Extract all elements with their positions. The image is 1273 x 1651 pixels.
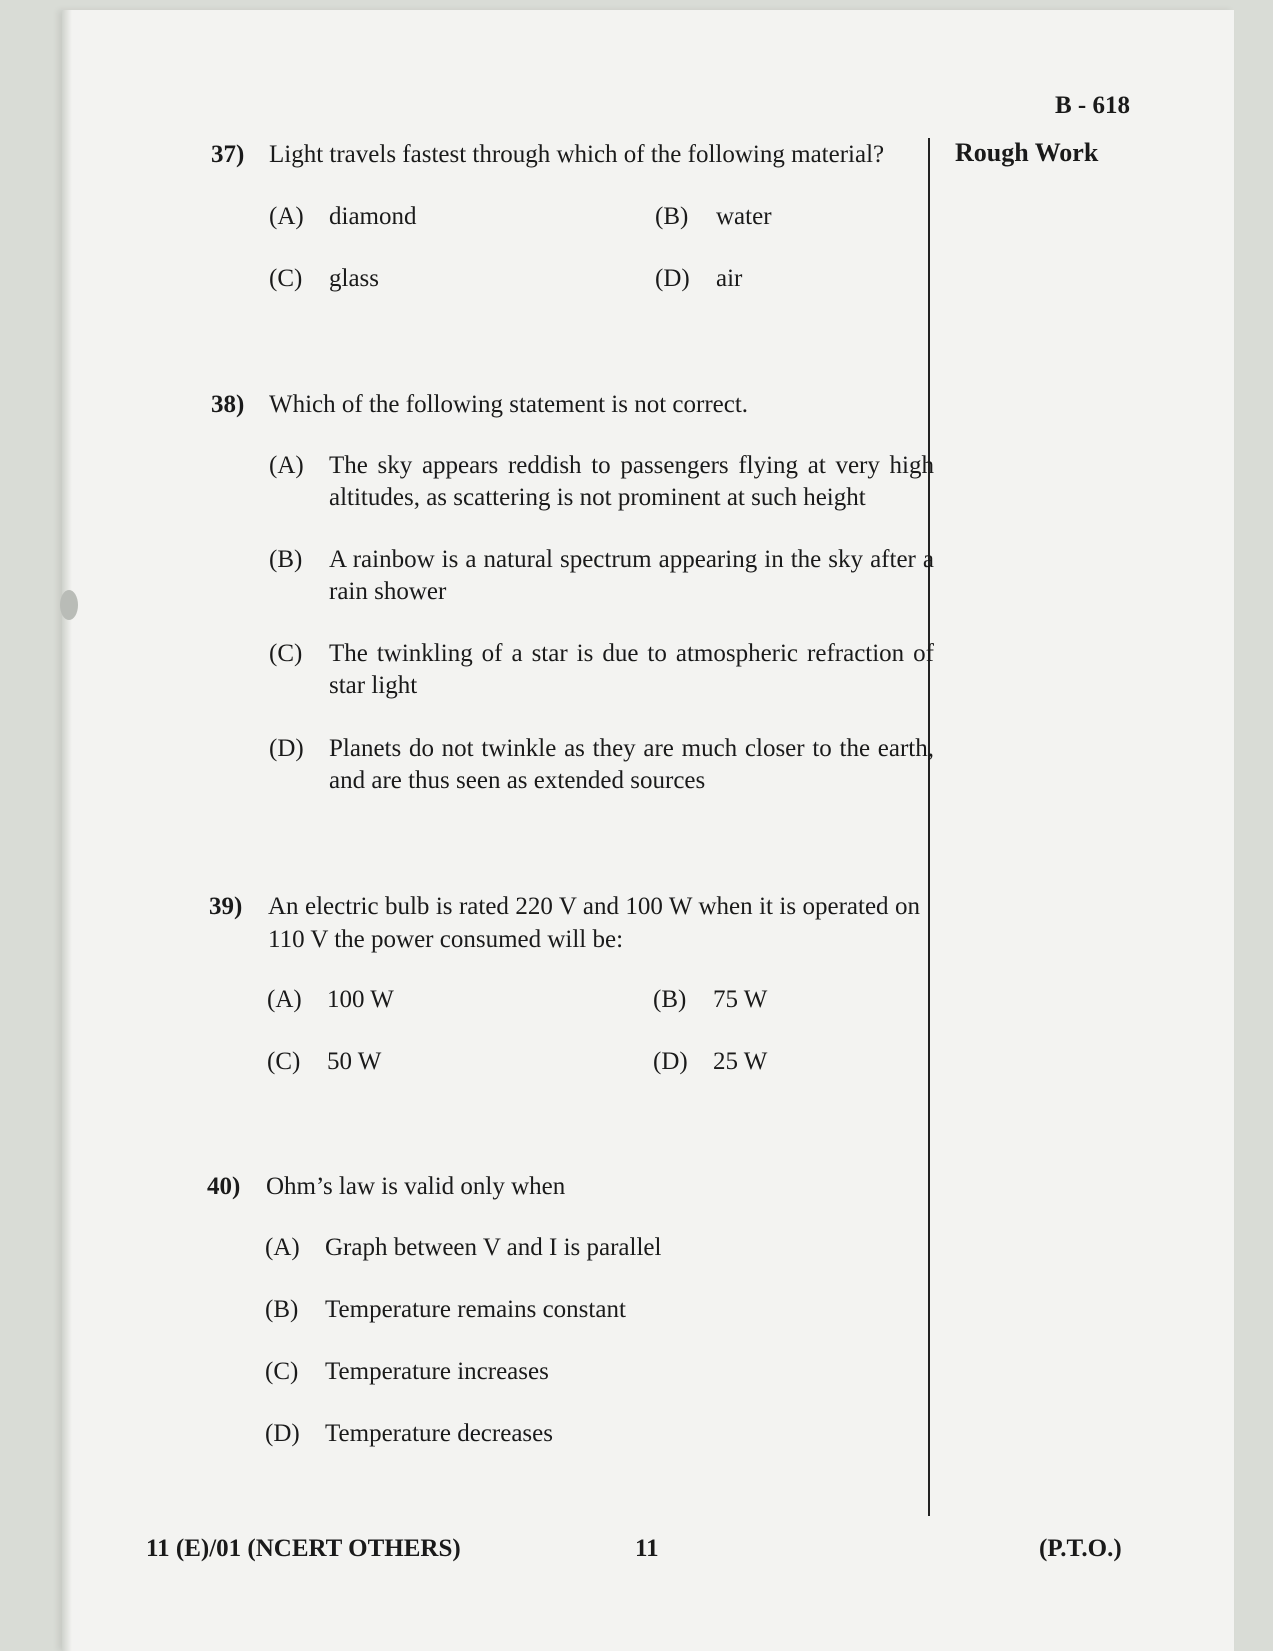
option-label: (C) — [269, 640, 303, 667]
option-text: Temperature increases — [325, 1358, 549, 1385]
option-label: (A) — [267, 986, 302, 1013]
footer-subject-code: 11 (E)/01 (NCERT OTHERS) — [146, 1535, 461, 1562]
option-text: Temperature decreases — [325, 1420, 553, 1447]
question-text: Light travels fastest through which of the following material? — [269, 141, 885, 168]
option-text: water — [716, 203, 772, 230]
option-text: Temperature remains constant — [325, 1296, 626, 1323]
question-number: 37) — [211, 141, 245, 168]
option-text: air — [716, 265, 743, 292]
option-label: (B) — [655, 203, 689, 230]
option-text: 75 W — [713, 986, 768, 1013]
option-label: (D) — [655, 265, 690, 292]
option-text: diamond — [329, 203, 417, 230]
option-label: (C) — [267, 1048, 301, 1075]
option-text: The sky appears reddish to passengers flying at very high altitudes, as scattering is not prominent at such height — [329, 452, 934, 511]
page-edge-shadow — [62, 10, 72, 1651]
footer-pto: (P.T.O.) — [1039, 1535, 1122, 1562]
option-text: The twinkling of a star is due to atmospheric refraction of star light — [329, 640, 934, 699]
option-text: 100 W — [327, 986, 394, 1013]
question-number: 39) — [209, 893, 243, 920]
option-text: 25 W — [713, 1048, 768, 1075]
option-text: A rainbow is a natural spectrum appearing in the sky after a rain shower — [329, 546, 934, 605]
option-label: (A) — [265, 1234, 300, 1261]
exam-page — [62, 10, 1234, 1651]
option-label: (B) — [265, 1296, 299, 1323]
option-label: (A) — [269, 452, 304, 479]
option-label: (C) — [269, 265, 303, 292]
option-label: (A) — [269, 203, 304, 230]
question-number: 38) — [211, 391, 245, 418]
option-label: (D) — [653, 1048, 688, 1075]
question-text: Ohm’s law is valid only when — [266, 1173, 566, 1200]
rough-work-heading: Rough Work — [955, 138, 1099, 167]
option-label: (C) — [265, 1358, 299, 1385]
option-text: Graph between V and I is parallel — [325, 1234, 662, 1261]
punch-hole — [60, 590, 78, 620]
option-label: (B) — [653, 986, 687, 1013]
option-label: (B) — [269, 546, 303, 573]
paper-code: B - 618 — [1055, 92, 1130, 119]
option-label: (D) — [265, 1420, 300, 1447]
option-text: glass — [329, 265, 379, 292]
question-text: An electric bulb is rated 220 V and 100 W when it is operated on 110 V the power consumed will be: — [268, 893, 920, 953]
question-number: 40) — [207, 1173, 241, 1200]
option-text: Planets do not twinkle as they are much closer to the earth, and are thus seen as extended sources — [329, 735, 934, 794]
footer-page-number: 11 — [635, 1535, 659, 1562]
question-text: Which of the following statement is not correct. — [269, 391, 749, 418]
option-label: (D) — [269, 735, 304, 762]
option-text: 50 W — [327, 1048, 382, 1075]
